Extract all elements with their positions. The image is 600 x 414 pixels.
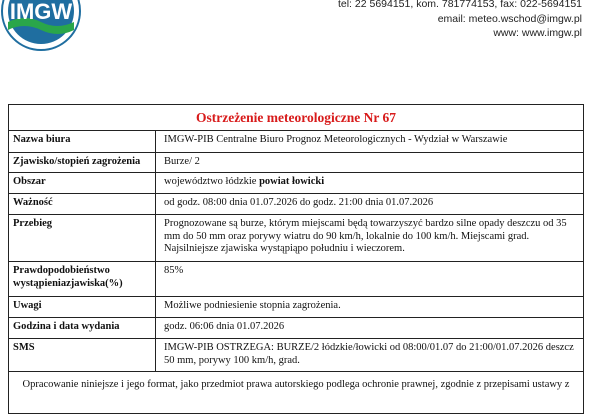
area-county: powiat łowicki [259, 176, 325, 187]
table-row [9, 318, 583, 339]
row-label-validity: Ważność [9, 194, 156, 215]
logo-text: IMGW [9, 0, 73, 24]
row-value-area [156, 173, 584, 194]
row-value-sms: IMGW-PIB OSTRZEGA: BURZE/2 łódzkie/łowicki od 08:00/01.07 do 21:00/01.07.2026 deszcz 50 mm, porywy 100 km/h, grad. [156, 339, 584, 372]
area-region: województwo łódzkie [164, 176, 260, 187]
table-row [9, 215, 583, 262]
row-value-office: IMGW-PIB Centralne Biuro Prognoz Meteorologicznych - Wydział w Warszawie [156, 131, 584, 153]
row-value-validity: od godz. 08:00 dnia 01.07.2026 do godz. 21:00 dnia 01.07.2026 [156, 194, 584, 215]
table-row [9, 262, 583, 297]
warning-table [9, 131, 583, 372]
contact-website[interactable]: www: www.imgw.pl [493, 27, 582, 39]
contact-phone: tel: 22 5694151, kom. 781774153, fax: 022-5694151 [337, 0, 582, 10]
imgw-logo [0, 0, 82, 52]
row-label-issued: Godzina i data wydania [9, 318, 156, 339]
row-value-remarks: Możliwe podniesienie stopnia zagrożenia. [156, 297, 584, 318]
row-value-phenomenon: Burze/ 2 [156, 153, 584, 173]
table-row [9, 339, 583, 372]
table-row [9, 173, 583, 194]
row-label-area: Obszar [9, 173, 156, 194]
table-row [9, 194, 583, 215]
row-label-remarks: Uwagi [9, 297, 156, 318]
warning-title: Ostrzeżenie meteorologiczne Nr 67 [9, 105, 583, 131]
warning-box [8, 104, 584, 414]
row-label-phenomenon: Zjawisko/stopień zagrożenia [9, 153, 156, 173]
copyright-footer: Opracowanie niniejsze i jego format, jako przedmiot prawa autorskiego podlega ochronie prawnej, zgodnie z przepisami ustawy z [22, 379, 570, 390]
row-value-course: Prognozowane są burze, którym miejscami będą towarzyszyć bardzo silne opady deszczu od 35 mm do 50 mm oraz porywy wiatru do 90 km/h, lokalnie do 100 km/h. Miejscami grad. Najsilniejsze zjawiska wystąpiąpo południu i wieczorem. [156, 215, 584, 262]
row-label-probability: Prawdopodobieństwo wystąpieniazjawiska(%) [9, 262, 156, 297]
row-label-course: Przebieg [9, 215, 156, 262]
table-row [9, 297, 583, 318]
row-value-issued: godz. 06:06 dnia 01.07.2026 [156, 318, 584, 339]
row-value-probability: 85% [156, 262, 584, 297]
table-row [9, 153, 583, 173]
row-label-office: Nazwa biura [9, 131, 156, 153]
contact-block [338, 0, 582, 41]
contact-email[interactable]: email: meteo.wschod@imgw.pl [437, 12, 582, 25]
table-row [9, 131, 583, 153]
row-label-sms: SMS [9, 339, 156, 372]
